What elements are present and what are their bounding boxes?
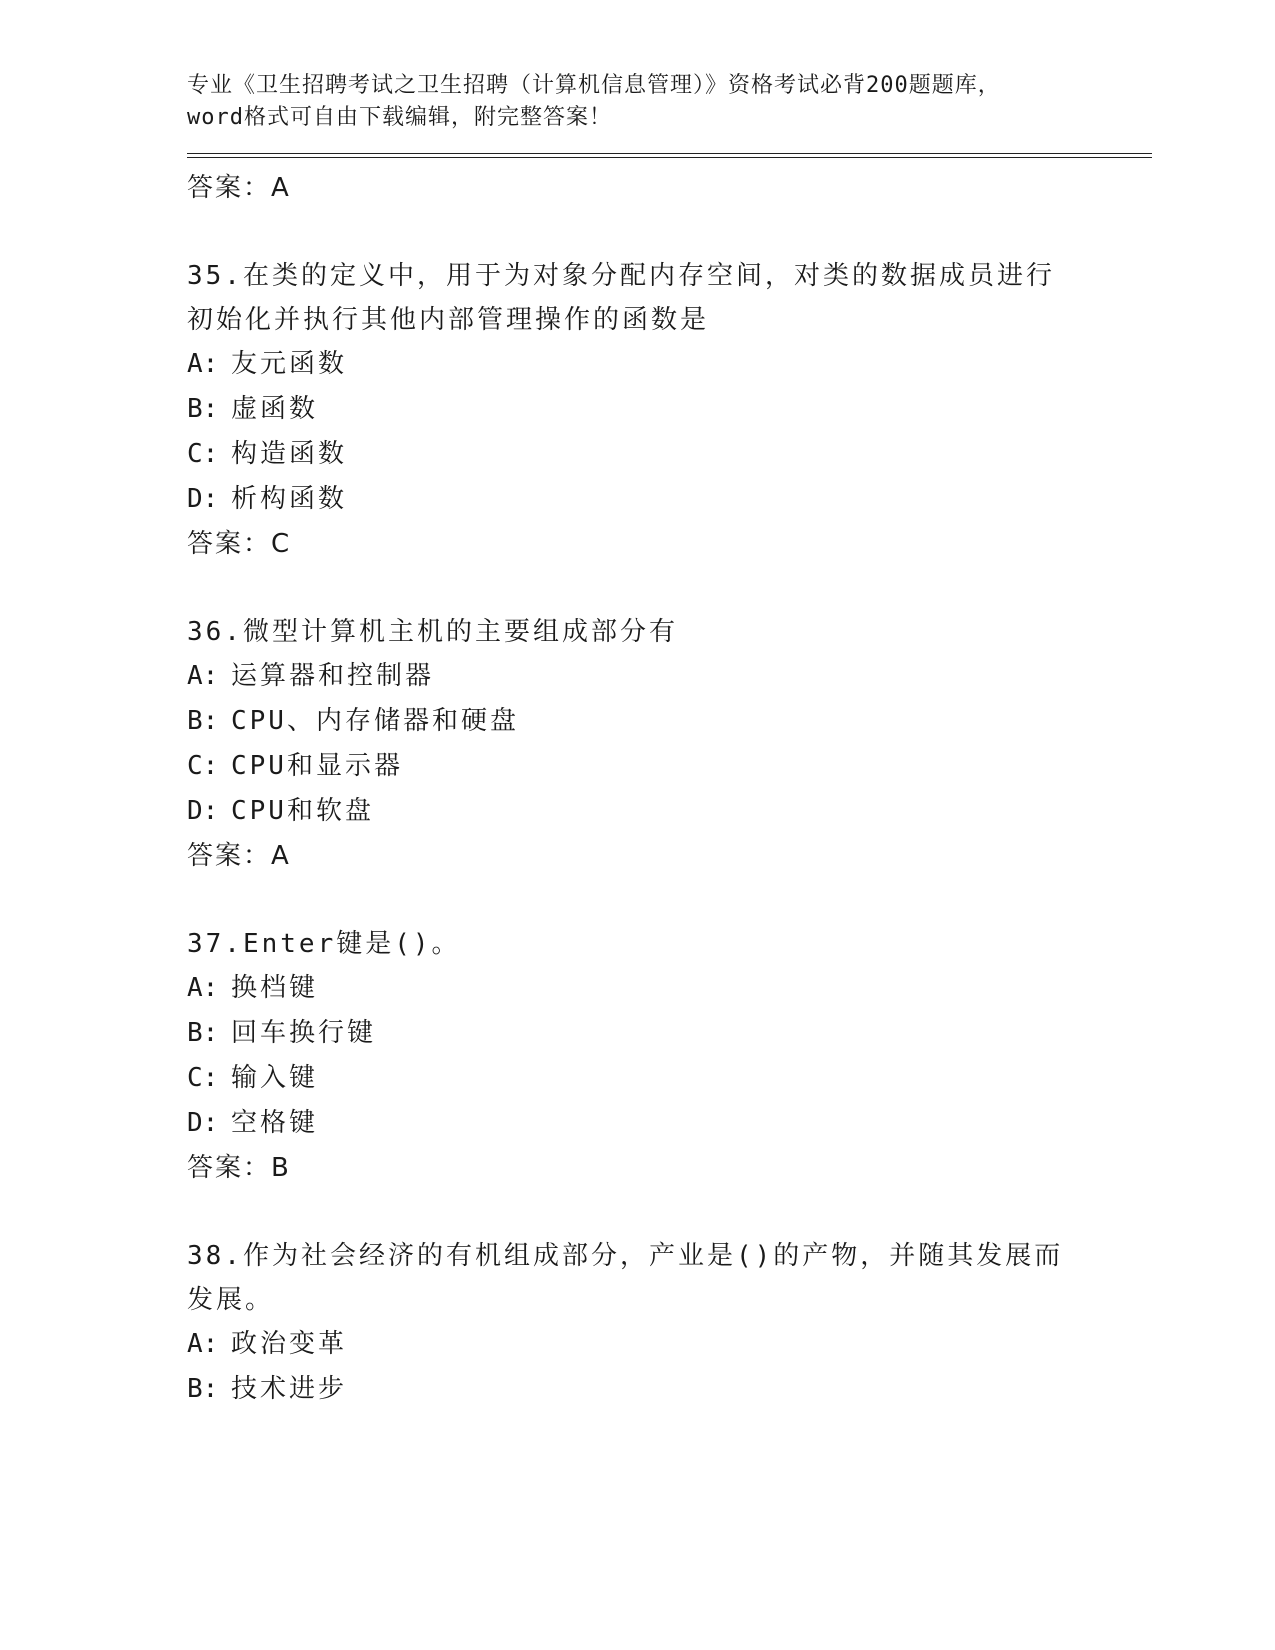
option-label: D: xyxy=(187,1108,219,1138)
option-text: 回车换行键 xyxy=(231,1018,377,1048)
answer-37: 答案：B xyxy=(187,1153,291,1183)
option-a xyxy=(187,654,1152,699)
question-36 xyxy=(187,610,1152,878)
question-35 xyxy=(187,254,1152,566)
answer-35: 答案：C xyxy=(187,529,292,559)
option-c xyxy=(187,744,1152,789)
option-text: 输入键 xyxy=(231,1063,319,1093)
answer-36: 答案：A xyxy=(187,841,291,871)
option-d xyxy=(187,477,1152,522)
question-stem: 38.作为社会经济的有机组成部分，产业是()的产物，并随其发展而发展。 xyxy=(187,1241,1064,1315)
option-label: B: xyxy=(187,706,219,736)
option-label: B: xyxy=(187,394,219,424)
option-text: 虚函数 xyxy=(231,394,319,424)
answer-34: 答案：A xyxy=(187,173,291,203)
option-text: 空格键 xyxy=(231,1108,319,1138)
option-label: A: xyxy=(187,1329,219,1359)
option-text: 析构函数 xyxy=(231,484,348,514)
option-label: B: xyxy=(187,1374,219,1404)
option-text: 友元函数 xyxy=(231,349,348,379)
option-text: 运算器和控制器 xyxy=(231,661,435,691)
option-a xyxy=(187,966,1152,1011)
question-stem: 35.在类的定义中，用于为对象分配内存空间，对类的数据成员进行初始化并执行其他内部管理操作的函数是 xyxy=(187,261,1055,335)
option-text: 政治变革 xyxy=(231,1329,348,1359)
option-label: D: xyxy=(187,796,219,826)
option-d xyxy=(187,1101,1152,1146)
option-a xyxy=(187,1322,1152,1367)
question-stem: 36.微型计算机主机的主要组成部分有 xyxy=(187,617,678,647)
option-c xyxy=(187,432,1152,477)
question-37 xyxy=(187,922,1152,1190)
option-b xyxy=(187,699,1152,744)
option-text: CPU和软盘 xyxy=(231,796,374,826)
header-line-1: 专业《卫生招聘考试之卫生招聘（计算机信息管理）》资格考试必背200题题库， xyxy=(187,73,1001,98)
option-label: A: xyxy=(187,349,219,379)
option-text: 换档键 xyxy=(231,973,319,1003)
option-text: 构造函数 xyxy=(231,439,348,469)
option-label: D: xyxy=(187,484,219,514)
option-label: C: xyxy=(187,751,219,781)
question-38 xyxy=(187,1234,1152,1412)
option-b xyxy=(187,1367,1152,1412)
option-label: A: xyxy=(187,661,219,691)
header-line-2: word格式可自由下载编辑，附完整答案！ xyxy=(187,105,612,130)
option-label: C: xyxy=(187,1063,219,1093)
option-text: 技术进步 xyxy=(231,1374,348,1404)
document-page xyxy=(187,70,1152,1412)
option-b xyxy=(187,1011,1152,1056)
option-a xyxy=(187,342,1152,387)
option-label: C: xyxy=(187,439,219,469)
option-text: CPU、内存储器和硬盘 xyxy=(231,706,519,736)
option-text: CPU和显示器 xyxy=(231,751,403,781)
option-label: B: xyxy=(187,1018,219,1048)
question-stem: 37.Enter键是()。 xyxy=(187,929,461,959)
option-c xyxy=(187,1056,1152,1101)
option-d xyxy=(187,789,1152,834)
option-b xyxy=(187,387,1152,432)
option-label: A: xyxy=(187,973,219,1003)
